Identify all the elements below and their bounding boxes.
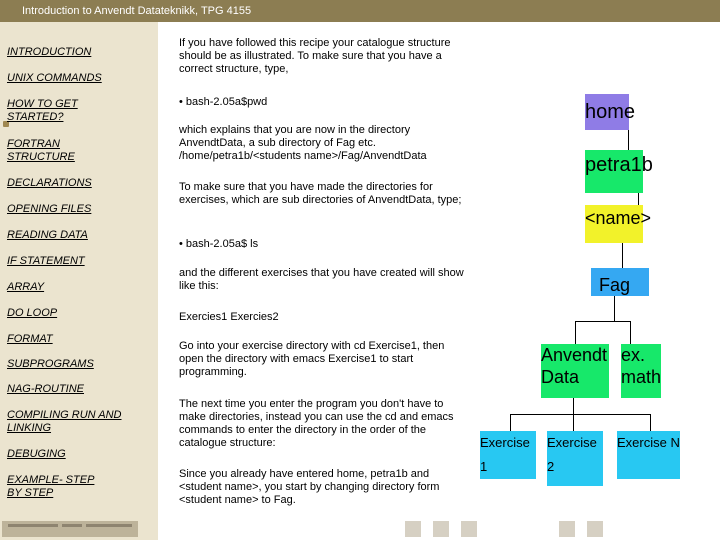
paragraph-since: Since you already have entered home, petra1b and <student name>, you start by changing directory form <student name> to Fag. (179, 468, 440, 506)
nav-next-icon[interactable] (587, 521, 603, 537)
sidebar-item-format[interactable]: FORMAT (7, 333, 53, 345)
sidebar-item-unix-commands[interactable]: UNIX COMMANDS (7, 72, 102, 84)
paragraph-directory: which explains that you are now in the directory AnvendtData, a sub directory of Fag etc. /home/petra1b/<students name>/Fag/AnvendtData (179, 124, 427, 162)
paragraph-exercises-show: and the different exercises that you have created will show like this: (179, 267, 464, 292)
sidebar-item-declarations[interactable]: DECLARATIONS (7, 177, 92, 189)
nav-back-icon[interactable] (433, 521, 449, 537)
footer-logo (2, 521, 138, 537)
anvendt-data-box: Anvendt Data (541, 344, 609, 398)
ls-output: Exercies1 Exercies2 (179, 311, 279, 323)
window-title: Introduction to Anvendt Datateknikk, TPG 4155 (22, 5, 252, 17)
paragraph-make-sure: To make sure that you have made the directories for exercises, which are sub directories of AnvendtData, type; (179, 181, 462, 206)
sidebar-item-nag-routine[interactable]: NAG-ROUTINE (7, 383, 84, 395)
sidebar-item-do-loop[interactable]: DO LOOP (7, 307, 58, 319)
sidebar-item-subprograms[interactable]: SUBPROGRAMS (7, 358, 94, 370)
paragraph-go-into: Go into your exercise directory with cd Exercise1, then open the directory with emacs Exercise1 to start programming. (179, 340, 445, 378)
fag-box: Fag (591, 268, 649, 296)
nav-previous-icon[interactable] (559, 521, 575, 537)
title-bar (0, 0, 720, 22)
sidebar-item-debuging[interactable]: DEBUGING (7, 448, 66, 460)
home-box: home (585, 94, 629, 130)
command-ls: • bash-2.05a$ ls (179, 238, 259, 250)
sidebar-item-introduction[interactable]: INTRODUCTION (7, 46, 92, 58)
exercise-2-box: Exercise 2 (547, 431, 603, 486)
nav-home-icon[interactable] (405, 521, 421, 537)
sidebar-item-if-statement[interactable]: IF STATEMENT (7, 255, 85, 267)
command-pwd: • bash-2.05a$pwd (179, 96, 268, 108)
sidebar-item-example-step-by-step[interactable]: EXAMPLE- STEP BY STEP (7, 474, 95, 499)
sidebar-item-array[interactable]: ARRAY (7, 281, 45, 293)
sidebar-item-how-to-get-started[interactable]: HOW TO GET STARTED? (7, 98, 78, 123)
sidebar-item-compiling-run-and-linking[interactable]: COMPILING RUN AND LINKING (7, 409, 122, 434)
paragraph-intro: If you have followed this recipe your catalogue structure should be as illustrated. To make sure that you have a correct structure, type, (179, 37, 451, 75)
sidebar-item-opening-files[interactable]: OPENING FILES (7, 203, 92, 215)
ex-math-box: ex. math (621, 344, 661, 398)
petra1b-box: petra1b (585, 150, 643, 193)
exercise-1-box: Exercise 1 (480, 431, 536, 479)
exercise-n-box: Exercise N (617, 431, 680, 479)
name-box: <name> (585, 205, 643, 243)
nav-forward-icon[interactable] (461, 521, 477, 537)
sidebar-item-fortran-structure[interactable]: FORTRAN STRUCTURE (7, 138, 75, 163)
sidebar-item-reading-data[interactable]: READING DATA (7, 229, 88, 241)
paragraph-next-time: The next time you enter the program you don't have to make directories, instead you can use the cd and emacs commands to enter the directory in the order of the catalogue structure: (179, 398, 454, 449)
sidebar (0, 22, 158, 540)
